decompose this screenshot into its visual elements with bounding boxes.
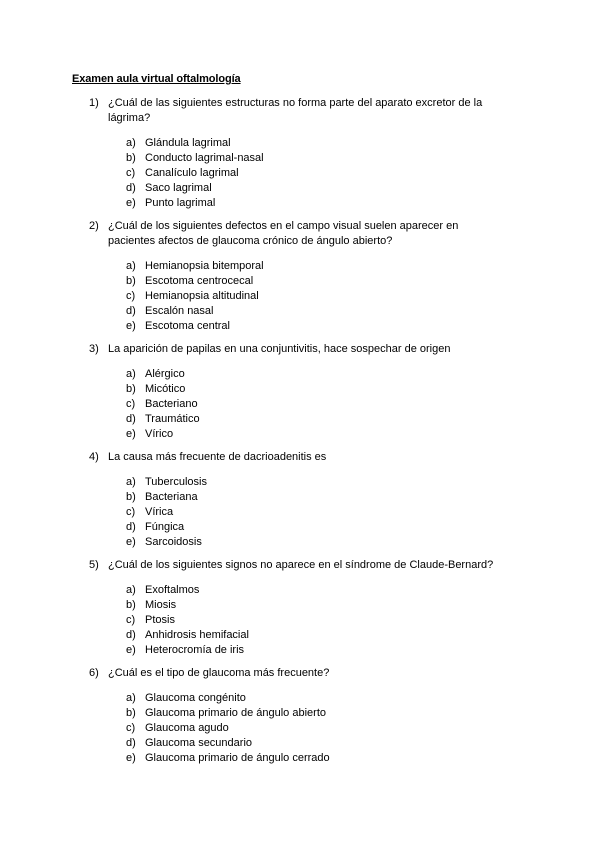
option-e (0, 751, 600, 766)
option-d (0, 304, 600, 319)
option-text: Alérgico (145, 368, 185, 380)
option-letter: e) (126, 428, 136, 440)
option-d (0, 520, 600, 535)
option-b (0, 598, 600, 613)
option-letter: b) (126, 491, 136, 503)
option-a (0, 583, 600, 598)
question-text: La causa más frecuente de dacrioadenitis es (108, 451, 327, 463)
option-d (0, 181, 600, 196)
option-d (0, 412, 600, 427)
option-text: Glaucoma agudo (145, 722, 229, 734)
option-letter: d) (126, 629, 136, 641)
question-number: 4) (89, 451, 99, 463)
question-number: 1) (89, 97, 99, 109)
option-d (0, 628, 600, 643)
option-a (0, 691, 600, 706)
option-text: Glándula lagrimal (145, 137, 231, 149)
option-letter: d) (126, 182, 136, 194)
option-letter: c) (126, 614, 136, 626)
question-number: 6) (89, 667, 99, 679)
option-text: Micótico (145, 383, 186, 395)
option-letter: d) (126, 521, 136, 533)
option-e (0, 427, 600, 442)
option-text: Vírica (145, 506, 174, 518)
option-text: Exoftalmos (145, 584, 200, 596)
option-letter: b) (126, 383, 136, 395)
question-text: ¿Cuál de las siguientes estructuras no forma parte del aparato excretor de la lágrima? (108, 97, 483, 124)
question-number: 5) (89, 559, 99, 571)
option-e (0, 196, 600, 211)
option-letter: c) (126, 290, 136, 302)
question-text: La aparición de papilas en una conjuntivitis, hace sospechar de origen (108, 343, 451, 355)
option-text: Sarcoidosis (145, 536, 202, 548)
option-text: Anhidrosis hemifacial (145, 629, 249, 641)
option-letter: b) (126, 152, 136, 164)
option-letter: b) (126, 599, 136, 611)
option-text: Tuberculosis (145, 476, 207, 488)
option-letter: c) (126, 506, 136, 518)
option-c (0, 613, 600, 628)
option-letter: a) (126, 584, 136, 596)
option-c (0, 721, 600, 736)
option-a (0, 259, 600, 274)
question-number: 2) (89, 220, 99, 232)
option-a (0, 475, 600, 490)
option-letter: a) (126, 476, 136, 488)
option-letter: b) (126, 275, 136, 287)
option-a (0, 367, 600, 382)
question-number: 3) (89, 343, 99, 355)
option-text: Traumático (145, 413, 200, 425)
option-text: Conducto lagrimal-nasal (145, 152, 264, 164)
option-b (0, 274, 600, 289)
option-letter: e) (126, 536, 136, 548)
option-letter: a) (126, 137, 136, 149)
option-b (0, 706, 600, 721)
option-text: Canalículo lagrimal (145, 167, 239, 179)
option-text: Heterocromía de iris (145, 644, 245, 656)
question-text: ¿Cuál de los siguientes signos no aparece en el síndrome de Claude-Bernard? (108, 559, 494, 571)
option-text: Glaucoma primario de ángulo cerrado (145, 752, 330, 764)
option-e (0, 319, 600, 334)
option-c (0, 289, 600, 304)
option-text: Glaucoma congénito (145, 692, 246, 704)
document-title: Examen aula virtual oftalmología (72, 73, 241, 85)
option-letter: d) (126, 737, 136, 749)
option-c (0, 166, 600, 181)
option-text: Hemianopsia altitudinal (145, 290, 259, 302)
option-a (0, 136, 600, 151)
option-text: Bacteriano (145, 398, 198, 410)
option-e (0, 643, 600, 658)
option-letter: c) (126, 722, 136, 734)
option-letter: a) (126, 692, 136, 704)
option-b (0, 490, 600, 505)
option-text: Ptosis (145, 614, 175, 626)
option-letter: c) (126, 167, 136, 179)
question-text: ¿Cuál es el tipo de glaucoma más frecuente? (108, 667, 330, 679)
option-letter: c) (126, 398, 136, 410)
option-letter: e) (126, 752, 136, 764)
option-letter: d) (126, 413, 136, 425)
option-text: Punto lagrimal (145, 197, 216, 209)
option-text: Escotoma central (145, 320, 230, 332)
option-text: Escotoma centrocecal (145, 275, 254, 287)
option-c (0, 505, 600, 520)
option-letter: d) (126, 305, 136, 317)
option-text: Saco lagrimal (145, 182, 212, 194)
option-letter: a) (126, 368, 136, 380)
option-c (0, 397, 600, 412)
option-e (0, 535, 600, 550)
option-letter: e) (126, 644, 136, 656)
option-letter: b) (126, 707, 136, 719)
option-text: Vírico (145, 428, 174, 440)
option-text: Escalón nasal (145, 305, 214, 317)
option-letter: e) (126, 197, 136, 209)
option-text: Glaucoma primario de ángulo abierto (145, 707, 326, 719)
option-letter: a) (126, 260, 136, 272)
option-text: Hemianopsia bitemporal (145, 260, 264, 272)
option-text: Fúngica (145, 521, 185, 533)
option-text: Miosis (145, 599, 177, 611)
question-text: ¿Cuál de los siguientes defectos en el campo visual suelen aparecer en pacientes afectos de glaucoma crónico de ángulo abierto? (108, 220, 459, 247)
option-d (0, 736, 600, 751)
option-text: Glaucoma secundario (145, 737, 253, 749)
option-b (0, 382, 600, 397)
option-text: Bacteriana (145, 491, 198, 503)
option-letter: e) (126, 320, 136, 332)
option-b (0, 151, 600, 166)
